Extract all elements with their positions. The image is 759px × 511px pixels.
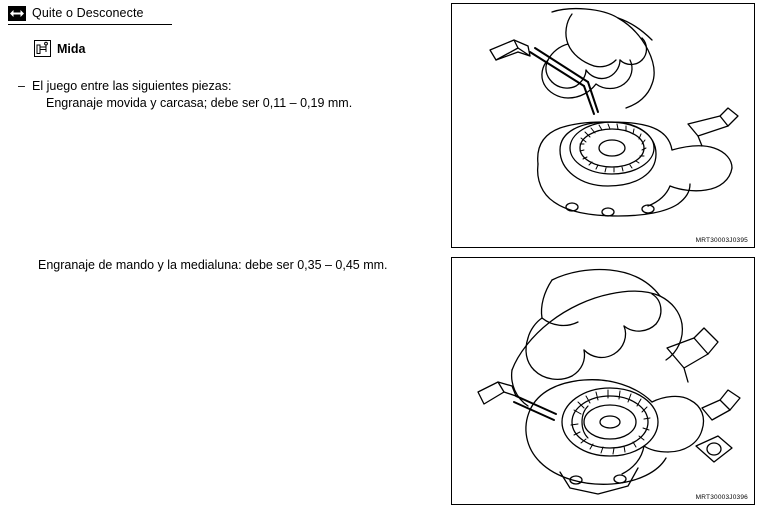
- measure-gauge-icon: [34, 40, 51, 57]
- spec-line-driven-gear: Engranaje movida y carcasa; debe ser 0,11 – 0,19 mm.: [46, 96, 353, 110]
- section-heading: [8, 6, 172, 25]
- figure-top: [451, 3, 755, 248]
- figure-top-illustration: [452, 4, 754, 247]
- bullet-marker: –: [18, 79, 25, 93]
- section-heading-label: Quite o Desconecte: [32, 6, 144, 20]
- figure-top-code: MRT30003J0395: [695, 237, 748, 244]
- heading-underline: [8, 24, 172, 25]
- remove-disconnect-icon: [8, 6, 26, 21]
- figure-bottom: [451, 257, 755, 505]
- measure-label: Mida: [57, 42, 86, 56]
- bullet-item-text: El juego entre las siguientes piezas:: [32, 79, 232, 93]
- figure-bottom-illustration: [452, 258, 754, 504]
- spec-line-drive-gear: Engranaje de mando y la medialuna: debe ser 0,35 – 0,45 mm.: [38, 258, 388, 272]
- bullet-item: [18, 78, 231, 94]
- figure-bottom-code: MRT30003J0396: [695, 494, 748, 501]
